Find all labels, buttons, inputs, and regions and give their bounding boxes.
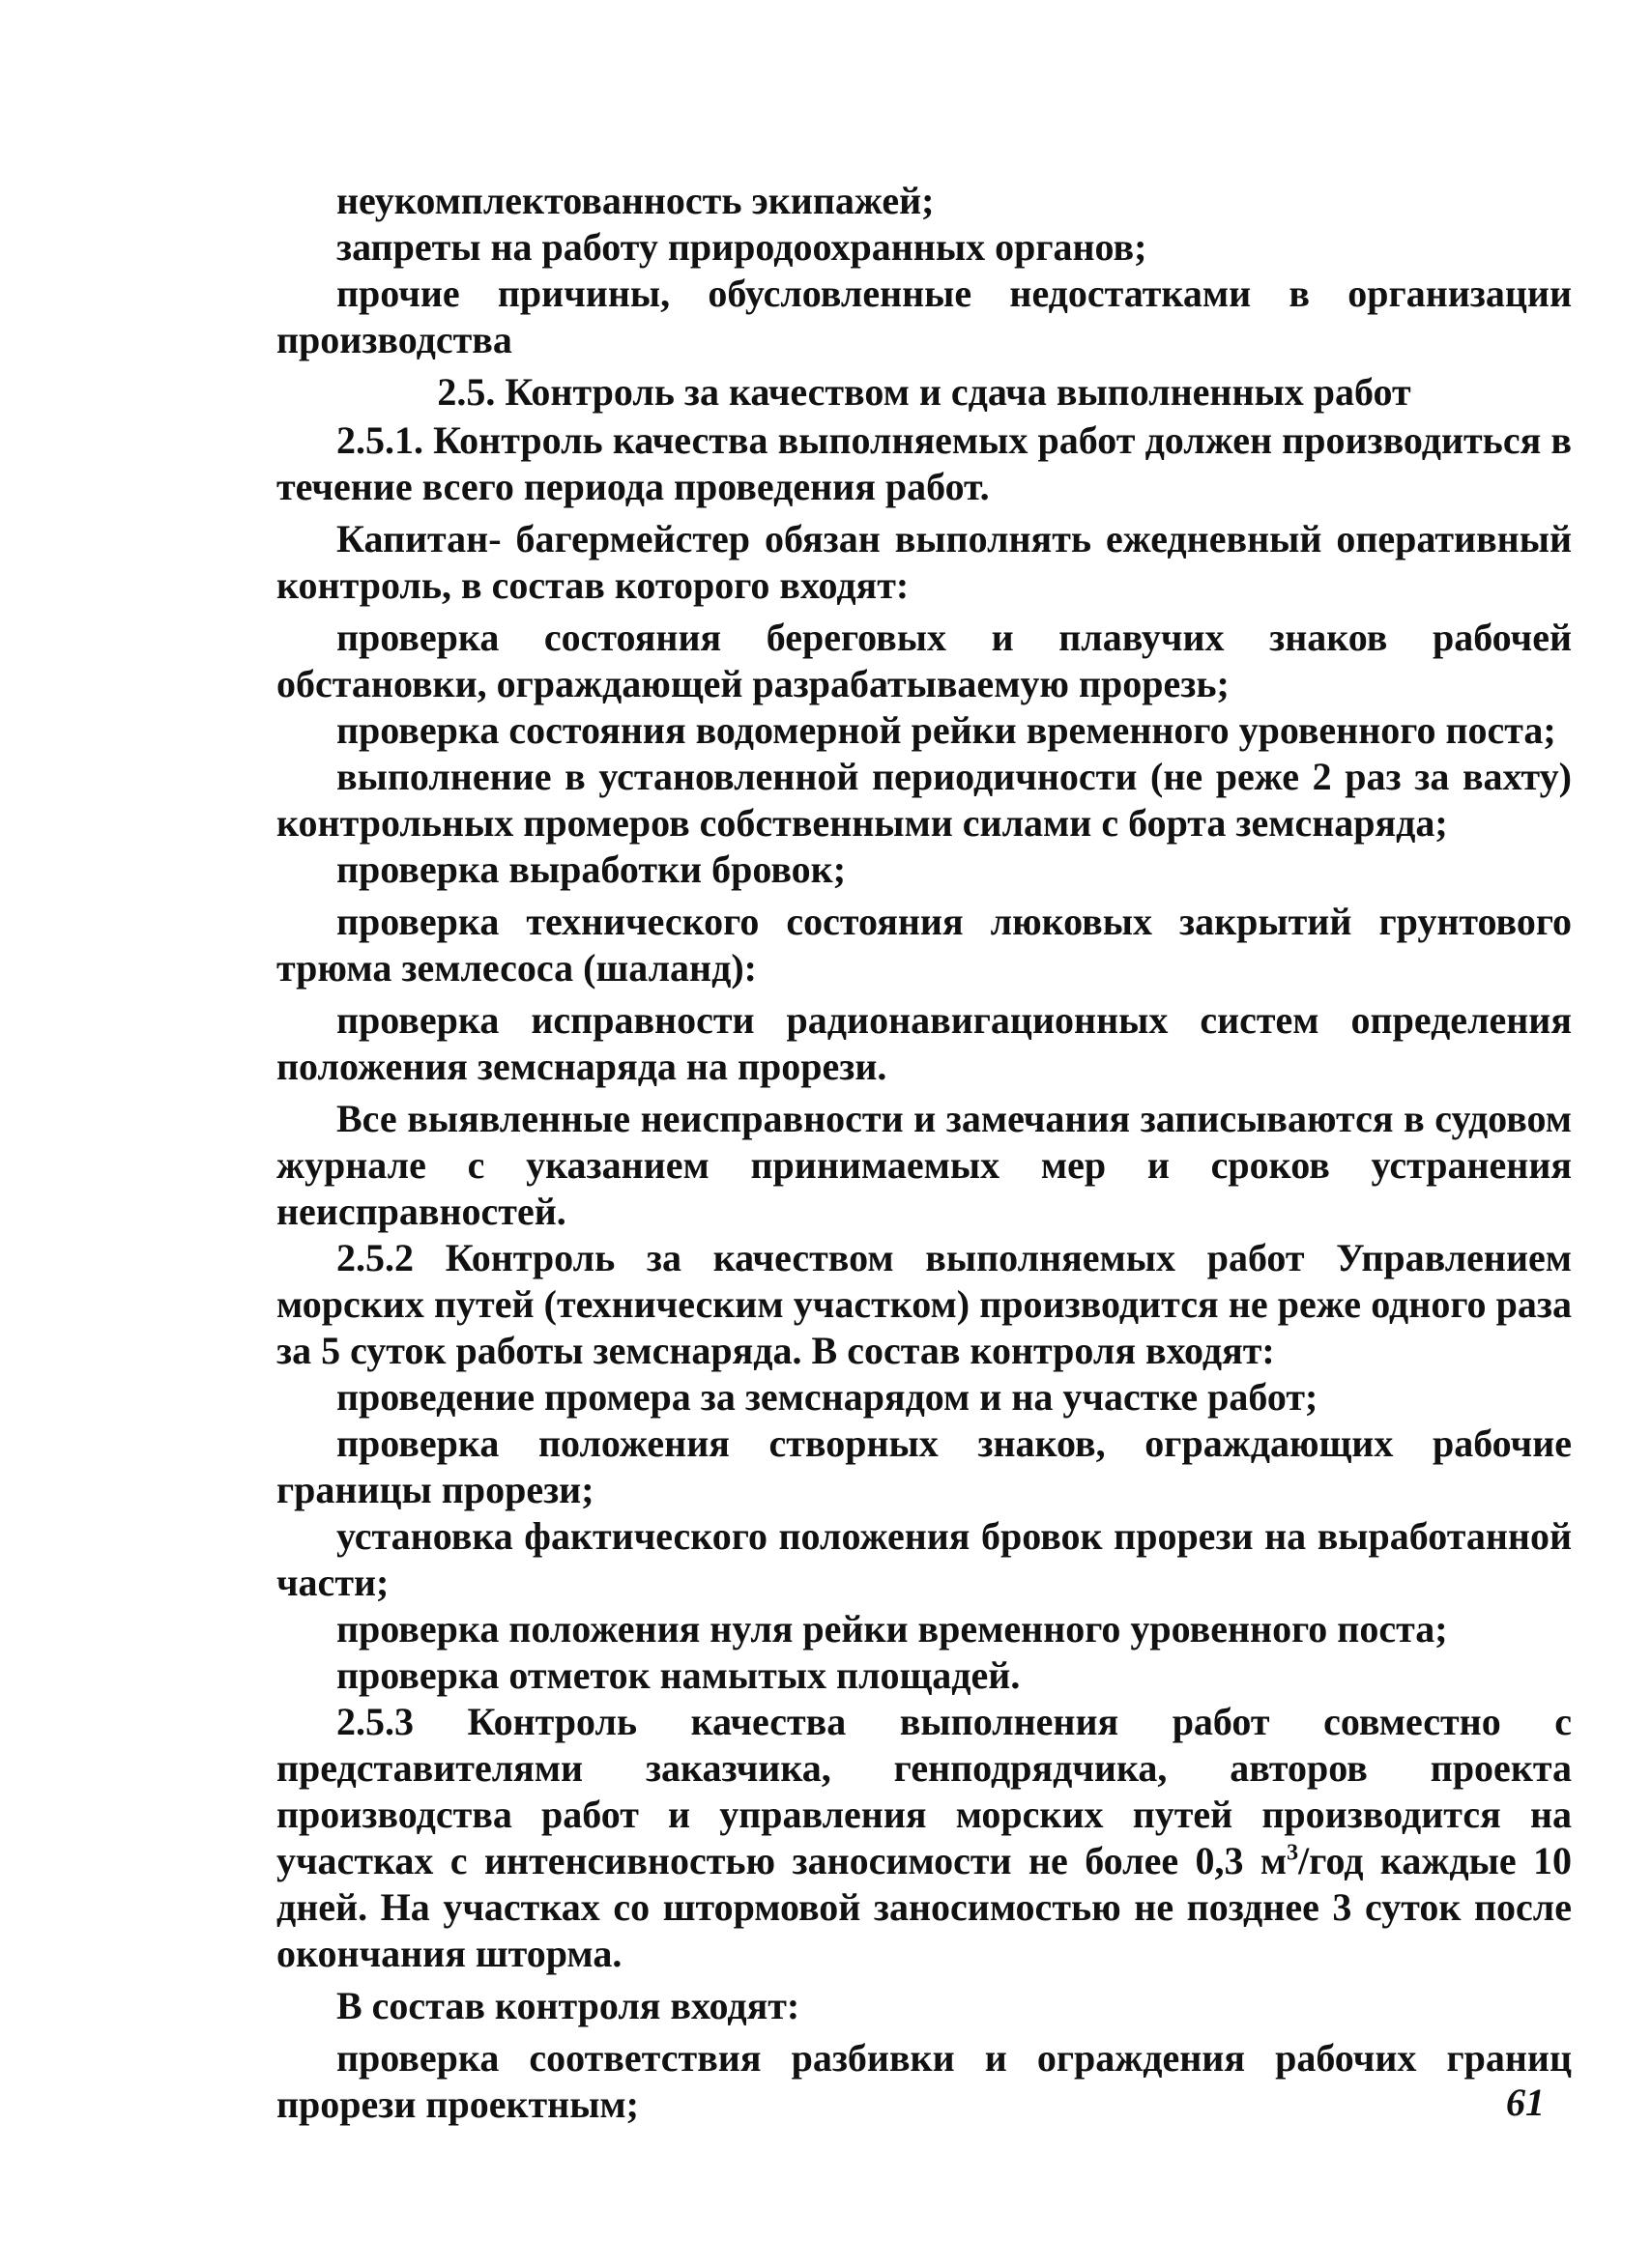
paragraph: Все выявленные неисправности и замечания записываются в судовом журнале с указанием принимаемых мер и сроков устранения неисправностей. <box>276 1097 1572 1233</box>
paragraph: проверка технического состояния люковых закрытий грунтового трюма землесоса (шаланд): <box>276 900 1572 990</box>
page-number: 61 <box>1506 2081 1545 2124</box>
paragraph: прочие причины, обусловленные недостатками в организации производства <box>276 272 1572 361</box>
paragraph: проверка состояния водомерной рейки временного уровенного поста; <box>336 708 1556 752</box>
paragraph: В состав контроля входят: <box>336 1984 800 2027</box>
paragraph-text: 2.5.3 Контроль качества выполнения работ совместно с представителями заказчика, генподрядчика, авторов проекта производства работ и управления морских путей производится на участках с интенсивностью заносимости не более 0,3 м <box>276 1700 1572 1882</box>
paragraph: выполнение в установленной периодичности (не реже 2 раз за вахту) контрольных промеров собственными силами с борта земснаряда; <box>276 755 1572 845</box>
page-body <box>276 178 1572 2128</box>
paragraph: Капитан- багермейстер обязан выполнять ежедневный оперативный контроль, в состав которого входят: <box>276 517 1572 607</box>
paragraph: проверка соответствия разбивки и ограждения рабочих границ прорези проектным; <box>276 2036 1572 2126</box>
paragraph: установка фактического положения бровок прорези на выработанной части; <box>276 1514 1572 1604</box>
paragraph: проверка отметок намытых площадей. <box>336 1653 1021 1697</box>
paragraph: запреты на работу природоохранных органов; <box>336 225 1147 269</box>
paragraph: проверка состояния береговых и плавучих знаков рабочей обстановки, ограждающей разрабатываемую прорезь; <box>276 616 1572 705</box>
paragraph: неукомплектованность экипажей; <box>336 179 935 222</box>
paragraph: проверка исправности радионавигационных систем определения положения земснаряда на прорези. <box>276 998 1572 1088</box>
paragraph-text: /год каждые 10 дней. На участках со штормовой заносимостью не позднее 3 суток после окончания шторма. <box>276 1839 1572 1975</box>
paragraph: проведение промера за земснарядом и на участке работ; <box>336 1375 1318 1419</box>
superscript: 3 <box>1287 1840 1299 1866</box>
section-heading: 2.5. Контроль за качеством и сдача выполненных работ <box>437 370 1411 414</box>
paragraph: 2.5.1. Контроль качества выполняемых работ должен производиться в течение всего периода проведения работ. <box>276 418 1572 508</box>
paragraph: проверка положения створных знаков, ограждающих рабочие границы прорези; <box>276 1421 1572 1511</box>
paragraph <box>276 1699 1572 1977</box>
paragraph: проверка положения нуля рейки временного уровенного поста; <box>336 1607 1448 1651</box>
paragraph: проверка выработки бровок; <box>336 847 847 891</box>
paragraph: 2.5.2 Контроль за качеством выполняемых работ Управлением морских путей (техническим участком) производится не реже одного раза за 5 суток работы земснаряда. В состав контроля входят: <box>276 1236 1572 1372</box>
